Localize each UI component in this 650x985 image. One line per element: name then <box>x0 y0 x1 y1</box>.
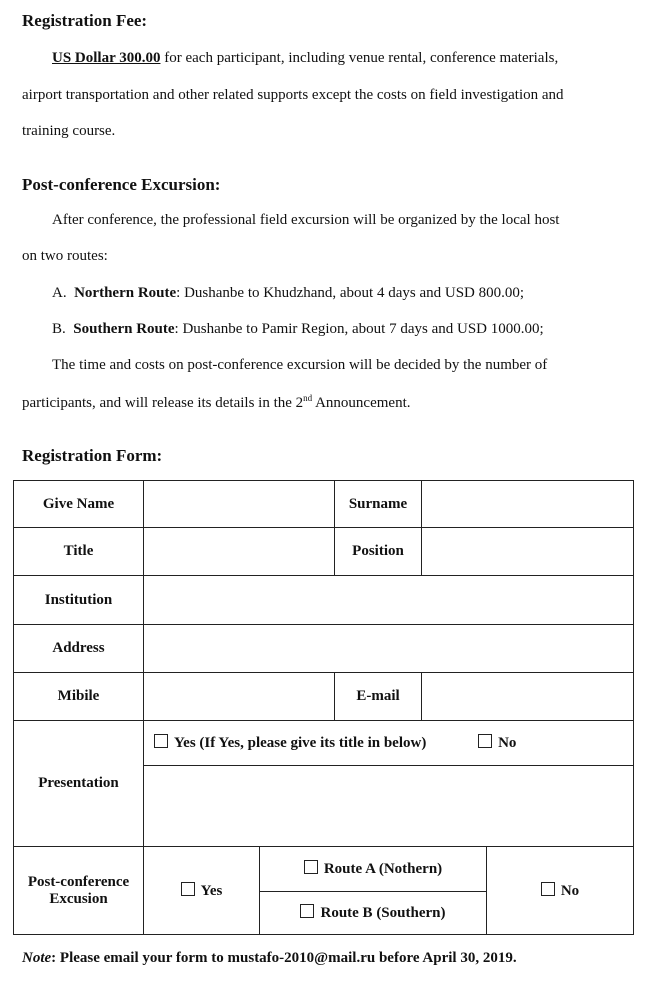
institution-label: Institution <box>14 576 144 625</box>
registration-fee-heading: Registration Fee: <box>22 11 148 30</box>
row-title <box>14 528 634 576</box>
route-b-option[interactable] <box>260 891 486 934</box>
presentation-yes-label: Yes (If Yes, please give its title in below) <box>174 735 427 751</box>
route-b-label: Route B (Southern) <box>320 904 446 921</box>
note-2-post: Announcement. <box>312 395 411 411</box>
route-a-option[interactable] <box>260 847 486 891</box>
row-address <box>14 625 634 673</box>
route-a-checkbox[interactable] <box>304 860 318 874</box>
route-b-text: : Dushanbe to Pamir Region, about 7 days and USD 1000.00; <box>174 321 544 337</box>
excursion-intro-2: on two routes: <box>22 248 108 264</box>
email-label: E-mail <box>335 673 422 721</box>
excursion-no-label: No <box>560 882 580 899</box>
email-field[interactable] <box>422 673 634 721</box>
row-name <box>14 481 634 528</box>
institution-field[interactable] <box>144 576 634 625</box>
give-name-field[interactable] <box>144 481 335 528</box>
note-label: Note <box>22 950 52 966</box>
route-a-letter: A. <box>52 285 67 301</box>
fee-line-1-rest: for each participant, including venue rental, conference materials, <box>160 50 559 66</box>
fee-amount: US Dollar 300.00 <box>52 50 161 66</box>
note-2-pre: participants, and will release its details in the 2 <box>22 395 304 411</box>
presentation-no-option[interactable] <box>478 734 516 752</box>
contact-email[interactable]: mustafo-2010@mail.ru <box>227 950 376 966</box>
address-field[interactable] <box>144 625 634 673</box>
title-label: Title <box>14 528 144 576</box>
give-name-label: Give Name <box>14 481 144 528</box>
excursion-intro-1: After conference, the professional field excursion will be organized by the local host <box>52 212 560 228</box>
route-b-name: Southern Route <box>73 321 175 337</box>
excursion-no-cell[interactable] <box>487 847 634 935</box>
registration-form-table <box>13 480 634 935</box>
fee-line-3: training course. <box>22 123 116 139</box>
excursion-heading: Post-conference Excursion: <box>22 175 221 194</box>
mobile-label: Mibile <box>14 673 144 721</box>
surname-field[interactable] <box>422 481 634 528</box>
presentation-yes-checkbox[interactable] <box>154 734 168 748</box>
note-pre: : Please email your form to <box>51 950 228 966</box>
row-excursion <box>14 847 634 935</box>
row-institution <box>14 576 634 625</box>
excursion-yes-cell[interactable] <box>144 847 260 935</box>
presentation-yes-option[interactable] <box>154 734 426 752</box>
note-post: before April 30, 2019. <box>375 950 517 966</box>
route-b-line <box>52 321 544 338</box>
route-a-line <box>52 285 524 302</box>
fee-line-1 <box>52 50 558 67</box>
position-field[interactable] <box>422 528 634 576</box>
excursion-note-1: The time and costs on post-conference excursion will be decided by the number of <box>52 357 548 373</box>
route-a-label: Route A (Nothern) <box>323 860 443 877</box>
row-mobile <box>14 673 634 721</box>
presentation-label: Presentation <box>14 721 144 847</box>
route-a-text: : Dushanbe to Khudzhand, about 4 days and USD 800.00; <box>176 285 525 301</box>
excursion-no-checkbox[interactable] <box>541 882 555 896</box>
route-a-name: Northern Route <box>74 285 177 301</box>
presentation-choice-cell <box>144 721 634 766</box>
post-conference-label-line-2: Excusion <box>49 890 108 907</box>
routes-table <box>260 847 486 934</box>
position-label: Position <box>335 528 422 576</box>
presentation-no-label: No <box>498 735 517 751</box>
routes-cell <box>260 847 487 935</box>
fee-line-2: airport transportation and other related supports except the costs on field investigation and <box>22 87 564 103</box>
route-b-letter: B. <box>52 321 66 337</box>
surname-label: Surname <box>335 481 422 528</box>
title-field[interactable] <box>144 528 335 576</box>
address-label: Address <box>14 625 144 673</box>
route-b-checkbox[interactable] <box>300 904 314 918</box>
footer-note <box>22 950 517 967</box>
note-2-sup: nd <box>303 393 313 403</box>
excursion-note-2 <box>22 395 411 412</box>
presentation-title-field[interactable] <box>144 766 634 847</box>
presentation-no-checkbox[interactable] <box>478 734 492 748</box>
row-presentation-choice <box>14 721 634 766</box>
mobile-field[interactable] <box>144 673 335 721</box>
registration-form-heading: Registration Form: <box>22 446 163 465</box>
post-conference-label <box>14 847 144 935</box>
excursion-yes-label: Yes <box>200 882 223 899</box>
post-conference-label-line-1: Post-conference <box>27 873 130 890</box>
excursion-yes-checkbox[interactable] <box>181 882 195 896</box>
